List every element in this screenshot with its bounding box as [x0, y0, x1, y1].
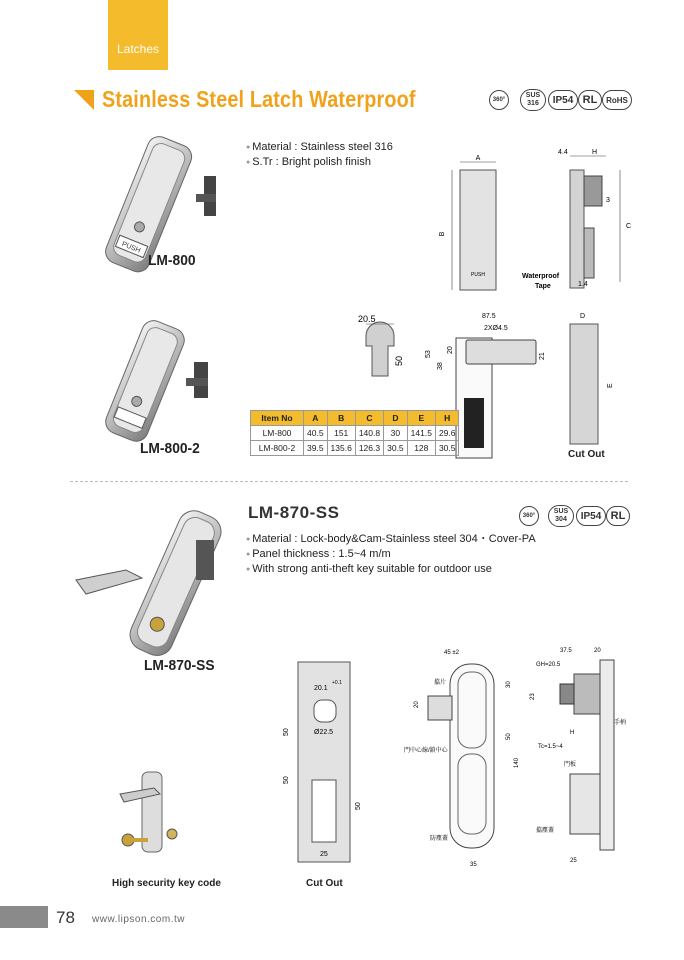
svg-text:Ø22.5: Ø22.5	[314, 729, 334, 736]
table-cell: LM-800-2	[251, 441, 304, 456]
svg-text:20: 20	[414, 701, 420, 708]
lm870-cutout-drawing	[276, 660, 366, 866]
rohs-badge: RoHS	[602, 90, 632, 110]
svg-text:30: 30	[506, 681, 512, 688]
table-row	[251, 426, 459, 441]
table-header: B	[327, 411, 355, 426]
lm870-model-label: LM-870-SS	[144, 657, 215, 674]
lm800-product-image	[66, 128, 226, 288]
svg-text:3: 3	[606, 197, 610, 204]
svg-text:B: B	[439, 231, 446, 237]
rotation-360-badge: 360°	[519, 506, 539, 526]
svg-text:50: 50	[355, 802, 362, 810]
svg-text:50: 50	[283, 776, 290, 784]
svg-text:50: 50	[283, 728, 290, 736]
table-cell: 39.5	[304, 441, 328, 456]
footer-bar	[0, 906, 48, 928]
table-header-row	[251, 411, 459, 426]
svg-text:53: 53	[425, 350, 432, 358]
table-header: C	[355, 411, 383, 426]
svg-text:20.5: 20.5	[358, 314, 376, 324]
table-cell: 30.5	[384, 441, 408, 456]
sus-316-badge: SUS 316	[520, 89, 546, 111]
section-tab-label: Latches	[116, 42, 160, 56]
svg-text:35: 35	[470, 862, 477, 868]
lm870-feature: ● With strong anti-theft key suitable for outdoor use	[246, 562, 536, 577]
lm800-2-model-label: LM-800-2	[140, 440, 200, 457]
svg-text:4.4: 4.4	[558, 149, 568, 156]
svg-text:87.5: 87.5	[482, 313, 496, 320]
svg-text:38: 38	[437, 362, 444, 370]
lm870-product-image	[66, 500, 236, 660]
table-cell: 126.3	[355, 441, 383, 456]
svg-text:H: H	[592, 149, 598, 156]
svg-text:D: D	[580, 313, 586, 320]
lm870-front-drawing	[400, 644, 524, 870]
section-tab	[108, 0, 168, 70]
table-header: Item No	[251, 411, 304, 426]
lm800-dimension-drawing	[430, 148, 630, 298]
lm800-cutout-caption: Cut Out	[568, 449, 605, 460]
table-cell: 141.5	[407, 426, 435, 441]
table-cell: 140.8	[355, 426, 383, 441]
svg-text:21: 21	[539, 352, 546, 360]
svg-text:20: 20	[447, 346, 454, 354]
table-cell: 30.5	[435, 441, 459, 456]
section-divider	[70, 481, 628, 483]
rotation-360-badge: 360°	[489, 90, 509, 110]
svg-text:+0.1: +0.1	[332, 680, 342, 686]
svg-text:20: 20	[594, 648, 601, 654]
lm870-panel-thickness: ● Panel thickness : 1.5~4 m/m	[246, 547, 536, 562]
svg-text:A: A	[475, 155, 481, 162]
svg-text:20.1: 20.1	[314, 685, 328, 692]
svg-text:45 ±2: 45 ±2	[444, 650, 459, 656]
svg-text:E: E	[607, 383, 614, 388]
lm870-section-title: LM-870-SS	[248, 503, 340, 522]
ip54-badge: IP54	[548, 90, 578, 110]
page-title: Stainless Steel Latch Waterproof	[102, 86, 416, 112]
table-cell: 128	[407, 441, 435, 456]
svg-text:防塵蓋: 防塵蓋	[430, 836, 449, 842]
title-arrow-icon	[74, 90, 94, 110]
table-cell: 40.5	[304, 426, 328, 441]
lm870-material: ● Material : Lock-body&Cam-Stainless steel 304・Cover-PA	[246, 532, 536, 547]
lm800-specs	[246, 140, 393, 170]
svg-text:Waterproof: Waterproof	[522, 273, 560, 280]
svg-text:Tc=1.5~4: Tc=1.5~4	[538, 744, 563, 750]
svg-text:50: 50	[394, 355, 404, 366]
website-link[interactable]: www.lipson.com.tw	[92, 914, 185, 925]
svg-text:23: 23	[530, 693, 536, 700]
svg-text:50: 50	[506, 733, 512, 740]
lm800-model-label: LM-800	[148, 252, 196, 269]
table-cell: 30	[384, 426, 408, 441]
svg-text:手柄: 手柄	[614, 720, 627, 726]
ip54-badge: IP54	[576, 506, 606, 526]
svg-text:37.5: 37.5	[560, 648, 572, 654]
svg-text:C: C	[626, 223, 632, 230]
rl-badge: RL	[578, 90, 602, 110]
key-code-caption: High security key code	[112, 878, 221, 889]
svg-text:擋塵蓋: 擋塵蓋	[536, 828, 555, 834]
lm800-finish: ● S.Tr : Bright polish finish	[246, 155, 393, 170]
svg-text:GH=20.5: GH=20.5	[536, 662, 561, 668]
table-cell: 151	[327, 426, 355, 441]
table-header: A	[304, 411, 328, 426]
svg-text:PUSH: PUSH	[471, 272, 485, 278]
lm870-cutout-caption: Cut Out	[306, 878, 343, 889]
svg-text:門板: 門板	[564, 762, 577, 768]
lm800-2-product-image	[62, 318, 222, 448]
svg-text:1.4: 1.4	[578, 281, 588, 288]
table-cell: LM-800	[251, 426, 304, 441]
table-cell: 135.6	[327, 441, 355, 456]
svg-text:140: 140	[514, 757, 520, 768]
table-row	[251, 441, 459, 456]
page-number: 78	[56, 908, 75, 927]
table-header: H	[435, 411, 459, 426]
svg-text:擋片: 擋片	[434, 680, 447, 686]
table-header: D	[384, 411, 408, 426]
lm800-material: ● Material : Stainless steel 316	[246, 140, 393, 155]
table-cell: 29.6	[435, 426, 459, 441]
svg-text:Tape: Tape	[535, 283, 551, 290]
svg-text:PUSH: PUSH	[120, 240, 142, 255]
table-header: E	[407, 411, 435, 426]
svg-text:門中心線/鎖中心: 門中心線/鎖中心	[404, 748, 448, 754]
svg-text:H: H	[570, 730, 575, 736]
lm870-specs	[246, 532, 536, 577]
dimension-table	[250, 410, 459, 456]
svg-text:2XØ4.5: 2XØ4.5	[484, 325, 508, 332]
key-code-image	[114, 764, 204, 864]
lm870-side-drawing	[530, 644, 630, 870]
svg-text:25: 25	[570, 858, 577, 864]
rl-badge: RL	[606, 506, 630, 526]
sus-304-badge: SUS 304	[548, 505, 574, 527]
svg-text:25: 25	[320, 851, 328, 858]
